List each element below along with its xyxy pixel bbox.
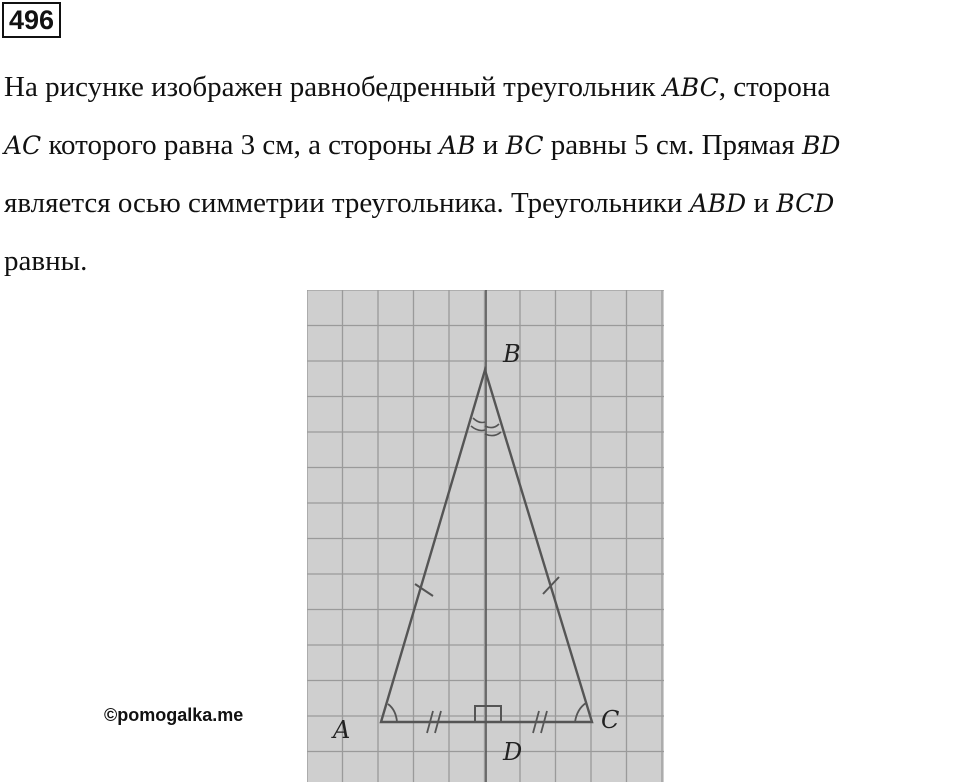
angle-arc-b-right: [485, 424, 499, 428]
text-line-4: [4, 232, 954, 290]
angle-arc-b-left-2: [471, 426, 485, 431]
right-angle-mark: [475, 706, 501, 722]
problem-text: [4, 58, 954, 290]
watermark: ©pomogalka.me: [104, 705, 244, 725]
vertex-label-d: D: [503, 738, 523, 766]
angle-arc-a: [388, 704, 397, 722]
triangle-figure: [307, 290, 664, 782]
text-segment: равны.: [4, 245, 88, 277]
vertex-label-b: B: [503, 340, 521, 368]
text-segment: которого равна 3 см, а стороны: [41, 129, 440, 161]
math-bcd: BCD: [776, 189, 835, 218]
text-segment: и: [746, 187, 777, 219]
math-abd: ABD: [689, 189, 747, 218]
text-line-3: [4, 174, 954, 232]
text-segment: является осью симметрии треугольника. Треугольники: [4, 187, 690, 219]
math-ab: AB: [439, 131, 476, 160]
angle-arc-c: [575, 703, 586, 722]
problem-number: 496: [2, 2, 61, 38]
angle-arc-b-left: [473, 418, 485, 423]
text-line-1: [4, 58, 954, 116]
text-segment: На рисунке изображен равнобедренный треугольник: [4, 71, 663, 103]
tick-mark-bc: [543, 577, 559, 594]
figure-svg: [307, 290, 664, 782]
vertex-label-c: C: [601, 706, 620, 734]
text-line-2: [4, 116, 954, 174]
vertex-label-a: A: [333, 716, 351, 744]
text-segment: равны 5 см. Прямая: [543, 129, 802, 161]
math-abc: ABC: [662, 73, 719, 102]
math-bd: BD: [801, 131, 841, 160]
text-segment: и: [475, 129, 506, 161]
text-segment: , сторона: [718, 71, 831, 103]
math-bc: BC: [505, 131, 544, 160]
math-ac: AC: [4, 131, 42, 160]
